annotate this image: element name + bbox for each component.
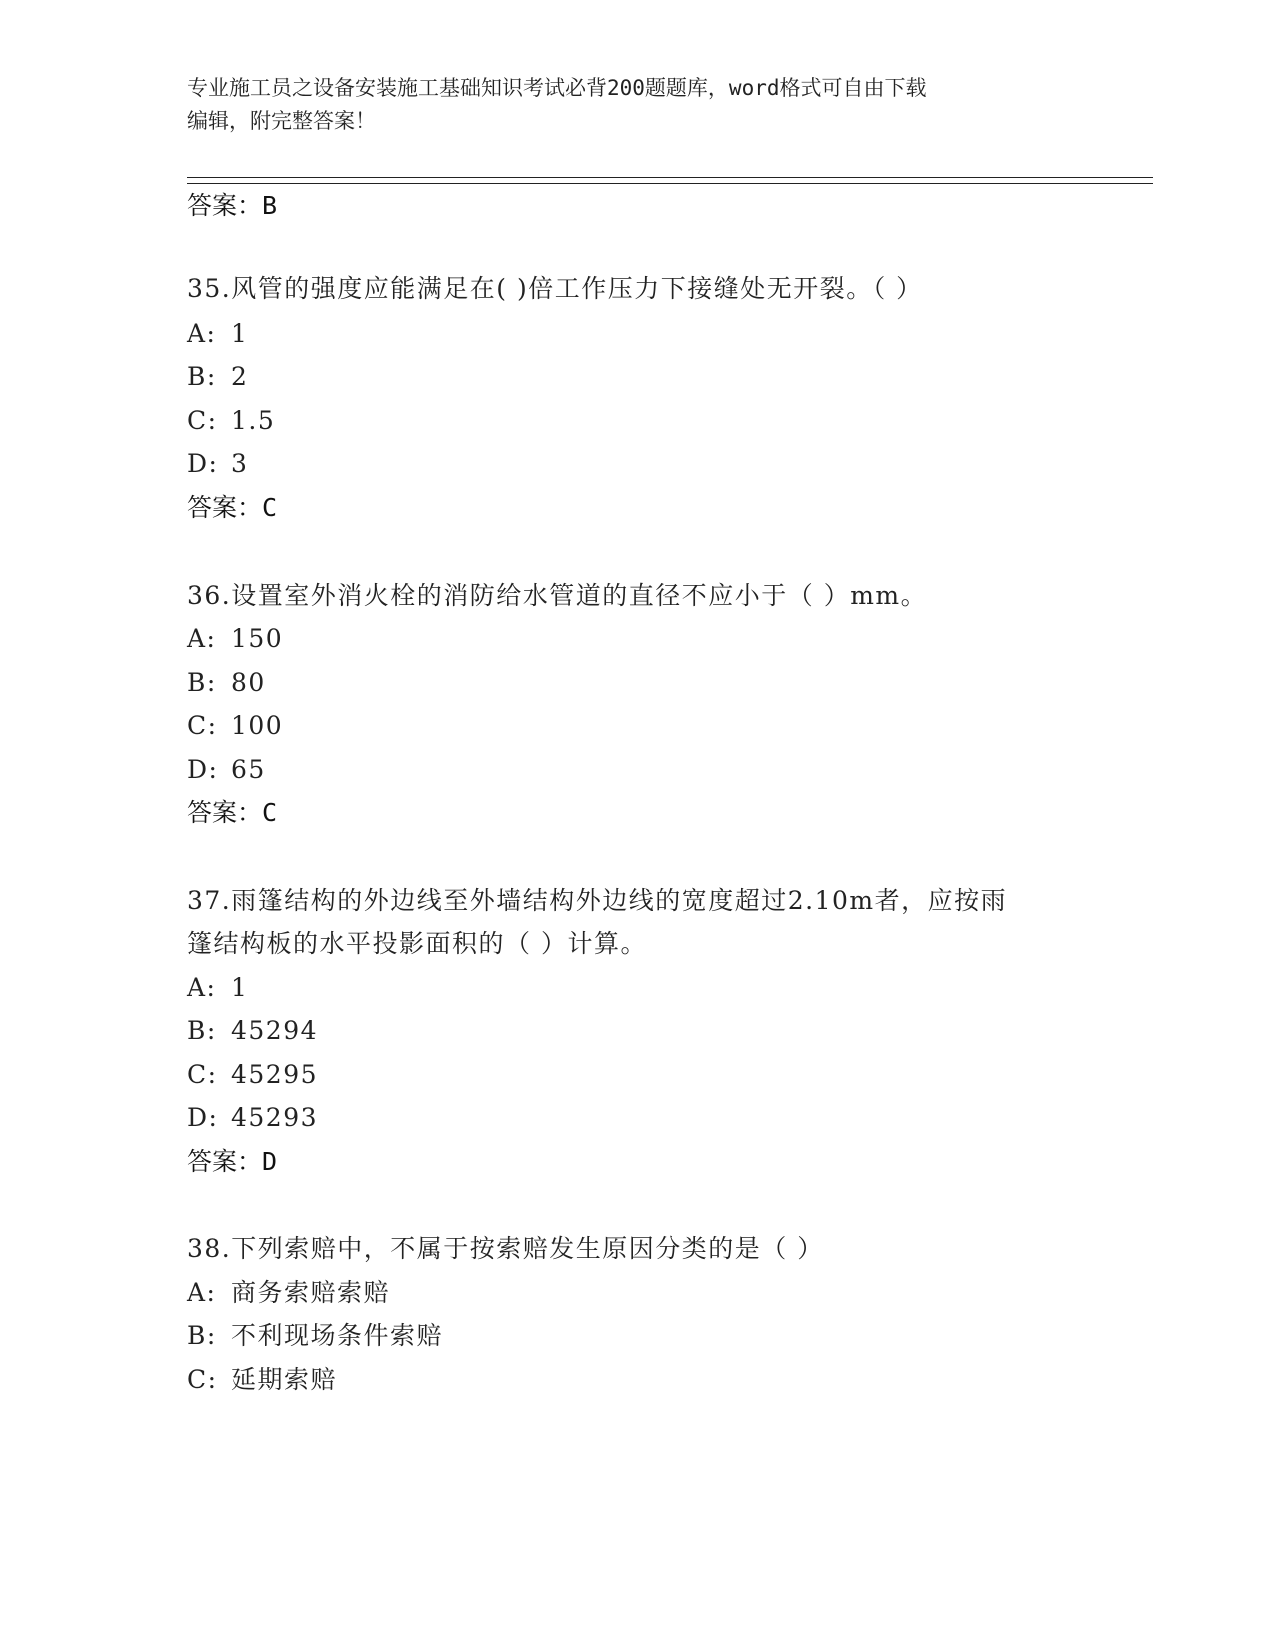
option-c: C: 100: [187, 711, 284, 740]
option-a: A: 150: [187, 624, 284, 653]
question-text: 38.下列索赔中，不属于按索赔发生原因分类的是（ ）: [187, 1234, 824, 1263]
option-d: D: 3: [187, 449, 249, 478]
header-divider-top: [187, 177, 1153, 178]
question-text: 35.风管的强度应能满足在( )倍工作压力下接缝处无开裂。（ ）: [187, 274, 923, 303]
option-c: C: 45295: [187, 1060, 319, 1089]
header-line-1: 专业施工员之设备安装施工基础知识考试必背200题题库，word格式可自由下载: [187, 76, 927, 100]
option-a: A: 1: [187, 973, 249, 1002]
option-c: C: 延期索赔: [187, 1365, 338, 1394]
header-divider-bottom: [187, 183, 1153, 184]
header-line-2: 编辑，附完整答案！: [187, 109, 376, 133]
option-b: B: 80: [187, 668, 266, 697]
option-b: B: 45294: [187, 1016, 319, 1045]
answer-line: 答案：D: [187, 1147, 278, 1176]
option-d: D: 65: [187, 755, 266, 784]
option-d: D: 45293: [187, 1103, 319, 1132]
answer-line: 答案：C: [187, 798, 278, 827]
option-a: A: 商务索赔索赔: [187, 1278, 391, 1307]
option-b: B: 2: [187, 362, 249, 391]
answer-line: 答案：C: [187, 493, 278, 522]
question-text: 36.设置室外消火栓的消防给水管道的直径不应小于（ ）mm。: [187, 581, 928, 610]
answer-line: 答案：B: [187, 191, 278, 220]
option-b: B: 不利现场条件索赔: [187, 1321, 444, 1350]
document-header: [187, 72, 1087, 138]
option-c: C: 1.5: [187, 406, 276, 435]
option-a: A: 1: [187, 319, 249, 348]
question-text-continued: 篷结构板的水平投影面积的（ ）计算。: [187, 929, 647, 958]
question-text: 37.雨篷结构的外边线至外墙结构外边线的宽度超过2.10m者，应按雨: [187, 886, 1008, 915]
